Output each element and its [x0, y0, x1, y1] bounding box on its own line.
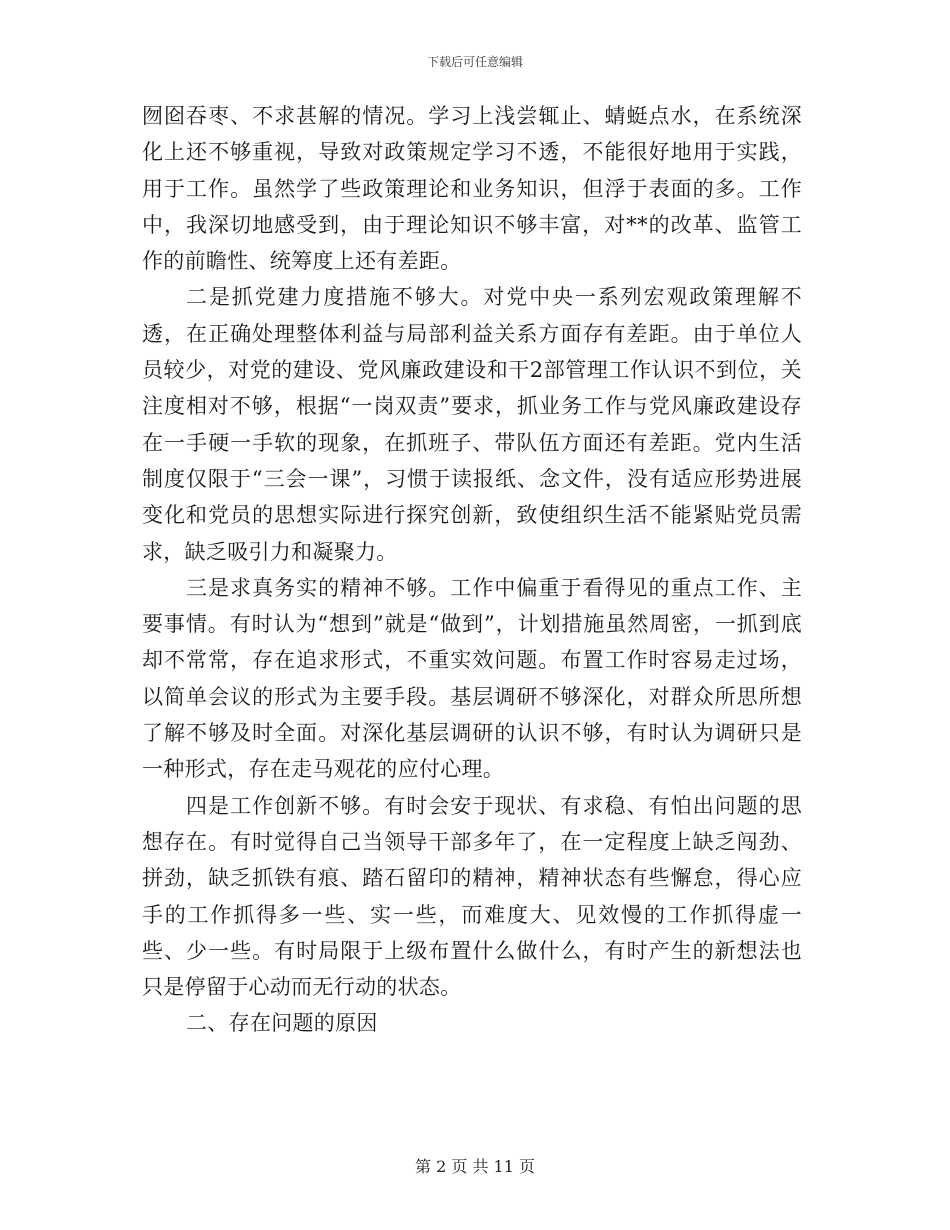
paragraph-4: 四是工作创新不够。有时会安于现状、有求稳、有怕出问题的思想存在。有时觉得自己当领导干部多年了，在一定程度上缺乏闯劲、拼劲，缺乏抓铁有痕、踏石留印的精神，精神状态有些懈怠，得心应手的工作抓得多一些、实一些，而难度大、见效慢的工作抓得虚一些、少一些。有时局限于上级布置什么做什么，有时产生的新想法也只是停留于心动而无行动的状态。: [142, 793, 802, 1000]
section-heading: 二、存在问题的原因: [186, 1011, 378, 1036]
paragraph-1: 囫囵吞枣、不求甚解的情况。学习上浅尝辄止、蜻蜓点水，在系统深化上还不够重视，导致对政策规定学习不透，不能很好地用于实践，用于工作。虽然学了些政策理论和业务知识，但浮于表面的多。工作中，我深切地感受到，由于理论知识不够丰富，对**的改革、监管工作的前瞻性、统筹度上还有差距。: [142, 104, 802, 274]
paragraph-3: 三是求真务实的精神不够。工作中偏重于看得见的重点工作、主要事情。有时认为“想到”就是“做到”，计划措施虽然周密，一抓到底却不常常，存在追求形式，不重实效问题。布置工作时容易走过场，以简单会议的形式为主要手段。基层调研不够深化，对群众所思所想了解不够及时全面。对深化基层调研的认识不够，有时认为调研只是一种形式，存在走马观花的应付心理。: [142, 575, 802, 782]
page-header: 下载后可任意编辑: [426, 55, 523, 69]
document-body: [142, 98, 802, 1042]
paragraph-2: 二是抓党建力度措施不够大。对党中央一系列宏观政策理解不透，在正确处理整体利益与局部利益关系方面存有差距。由于单位人员较少，对党的建设、党风廉政建设和干2部管理工作认识不到位，关注度相对不够，根据“一岗双责”要求，抓业务工作与党风廉政建设存在一手硬一手软的现象，在抓班子、带队伍方面还有差距。党内生活制度仅限于“三会一课”，习惯于读报纸、念文件，没有适应形势进展变化和党员的思想实际进行探究创新，致使组织生活不能紧贴党员需求，缺乏吸引力和凝聚力。: [142, 285, 802, 564]
page-number: 第 2 页 共 11 页: [415, 1157, 535, 1176]
